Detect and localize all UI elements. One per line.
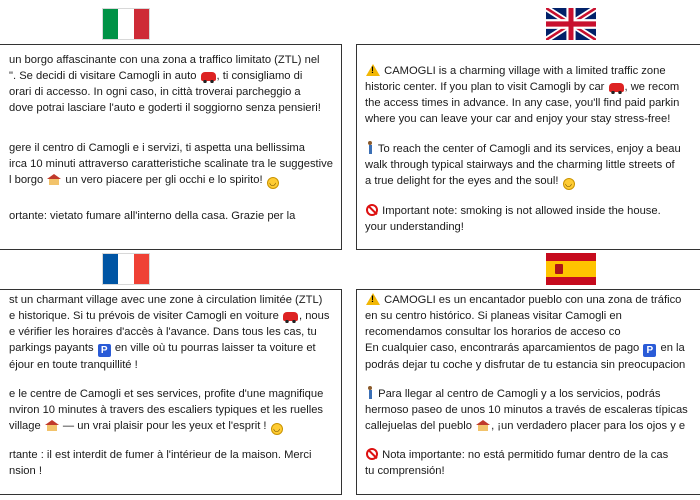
en-line: To reach the center of Camogli and its services, enjoy a beau: [365, 141, 681, 157]
parking-icon: P: [98, 344, 111, 357]
es-line: Para llegar al centro de Camogli y a los servicios, podrás: [365, 386, 688, 402]
en-line: where you can leave your car and enjoy your stay stress-free!: [365, 113, 671, 125]
en-paragraph-3: [365, 203, 661, 235]
en-line: Important note: smoking is not allowed inside the house.: [365, 203, 661, 219]
fr-paragraph-1: [9, 292, 329, 373]
es-line: hermoso paseo de unos 10 minutos a través de escaleras típicas: [365, 404, 688, 416]
italian-text-box: [0, 44, 342, 250]
italy-flag-red: [134, 9, 149, 39]
fr-line: e le centre de Camogli et ses services, profite d'une magnifique: [9, 388, 324, 400]
fr-line: nviron 10 minutes à travers des escaliers typiques et les ruelles: [9, 404, 324, 416]
italy-flag-green: [103, 9, 118, 39]
fr-line: st un charmant village avec une zone à circulation limitée (ZTL): [9, 294, 323, 306]
smiling-face-icon: ◡: [267, 177, 279, 189]
es-line: ! CAMOGLI es un encantador pueblo con una zona de tráfico: [365, 292, 685, 308]
uk-flag: [546, 8, 596, 40]
es-paragraph-2: [365, 386, 688, 434]
spanish-text-box: [356, 289, 700, 495]
en-paragraph-2: [365, 141, 681, 190]
en-line: your understanding!: [365, 221, 464, 233]
walking-person-icon: [366, 386, 374, 399]
fr-line: village — un vrai plaisir pour les yeux et l'esprit ! ◡: [9, 418, 323, 435]
en-line: a true delight for the eyes and the soul! ◡: [365, 173, 681, 190]
car-icon: [201, 72, 216, 81]
french-text-box: [0, 289, 342, 495]
fr-line: éjour en toute tranquillité !: [9, 359, 138, 371]
es-paragraph-3: [365, 447, 668, 479]
france-flag-blue: [103, 254, 118, 284]
france-flag-white: [118, 254, 133, 284]
italy-flag: [102, 8, 150, 40]
es-line: tu comprensión!: [365, 465, 445, 477]
warning-icon: [366, 293, 380, 305]
fr-paragraph-2: [9, 386, 323, 435]
house-icon: [476, 420, 490, 431]
en-paragraph-1: [365, 63, 679, 127]
es-paragraph-1: [365, 292, 685, 373]
spain-flag-yellow: [546, 261, 596, 277]
es-line: podrás dejar tu coche y disfrutar de tu estancia sin preocupacion: [365, 359, 686, 371]
house-icon: [45, 420, 59, 431]
smiling-face-icon: ◡: [563, 178, 575, 190]
es-line: en su centro histórico. Si planeas visitar Camogli en: [365, 310, 622, 322]
fr-line: nsion !: [9, 465, 42, 477]
spain-coat-of-arms-icon: [555, 264, 563, 274]
france-flag-red: [134, 254, 149, 284]
es-line: callejuelas del pueblo , ¡un verdadero placer para los ojos y e: [365, 420, 686, 432]
es-line: En cualquier caso, encontrarás aparcamientos de pago P en la: [365, 342, 685, 356]
it-line: ortante: vietato fumare all'interno della casa. Grazie per la: [9, 210, 296, 222]
no-smoking-icon: [366, 204, 378, 216]
fr-paragraph-3: [9, 447, 311, 479]
es-line: recomendamos consultar los horarios de acceso co: [365, 326, 621, 338]
it-paragraph-1: [9, 52, 321, 116]
warning-icon: [366, 64, 380, 76]
it-paragraph-2: [9, 140, 333, 189]
english-text-box: [356, 44, 700, 250]
en-line: ! CAMOGLI is a charming village with a limited traffic zone: [365, 63, 679, 79]
no-smoking-icon: [366, 448, 378, 460]
it-line: dove potrai lasciare l'auto e goderti il soggiorno senza pensieri!: [9, 102, 321, 114]
house-icon: [47, 174, 61, 185]
fr-line: rtante : il est interdit de fumer à l'intérieur de la maison. Merci: [9, 449, 312, 461]
spain-flag: [546, 253, 596, 285]
it-line: gere il centro di Camogli e i servizi, ti aspetta una bellissima: [9, 142, 305, 154]
it-line: un borgo affascinante con una zona a traffico limitato (ZTL) nel: [9, 54, 320, 66]
it-paragraph-3: [9, 208, 295, 224]
car-icon: [609, 83, 624, 92]
es-line: Nota importante: no está permitido fumar dentro de la cas: [365, 447, 668, 463]
car-icon: [283, 312, 298, 321]
france-flag: [102, 253, 150, 285]
parking-icon: P: [643, 344, 656, 357]
fr-line: e historique. Si tu prévois de visiter Camogli en voiture , nous: [9, 310, 330, 322]
it-line: orari di accesso. In ogni caso, in città troverai parcheggio a: [9, 86, 301, 98]
spain-flag-red-bottom: [546, 277, 596, 285]
italy-flag-white: [118, 9, 133, 39]
smiling-face-icon: ◡: [271, 423, 283, 435]
spain-flag-red-top: [546, 253, 596, 261]
en-line: walk through typical stairways and the charming little streets of: [365, 159, 675, 171]
en-line: historic center. If you plan to visit Camogli by car , we recom: [365, 81, 680, 93]
it-line: irca 10 minuti attraverso caratteristiche scalinate tra le suggestive: [9, 158, 333, 170]
fr-line: parkings payants P en ville où tu pourras laisser ta voiture et: [9, 342, 316, 356]
fr-line: e vérifier les horaires d'accès à l'avance. Dans tous les cas, tu: [9, 326, 317, 338]
it-line: l borgo un vero piacere per gli occhi e lo spirito! ◡: [9, 172, 333, 189]
en-line: the access times in advance. In any case, you'll find paid parkin: [365, 97, 680, 109]
walking-person-icon: [366, 141, 374, 154]
it-line: ". Se decidi di visitare Camogli in auto , ti consigliamo di: [9, 70, 303, 82]
